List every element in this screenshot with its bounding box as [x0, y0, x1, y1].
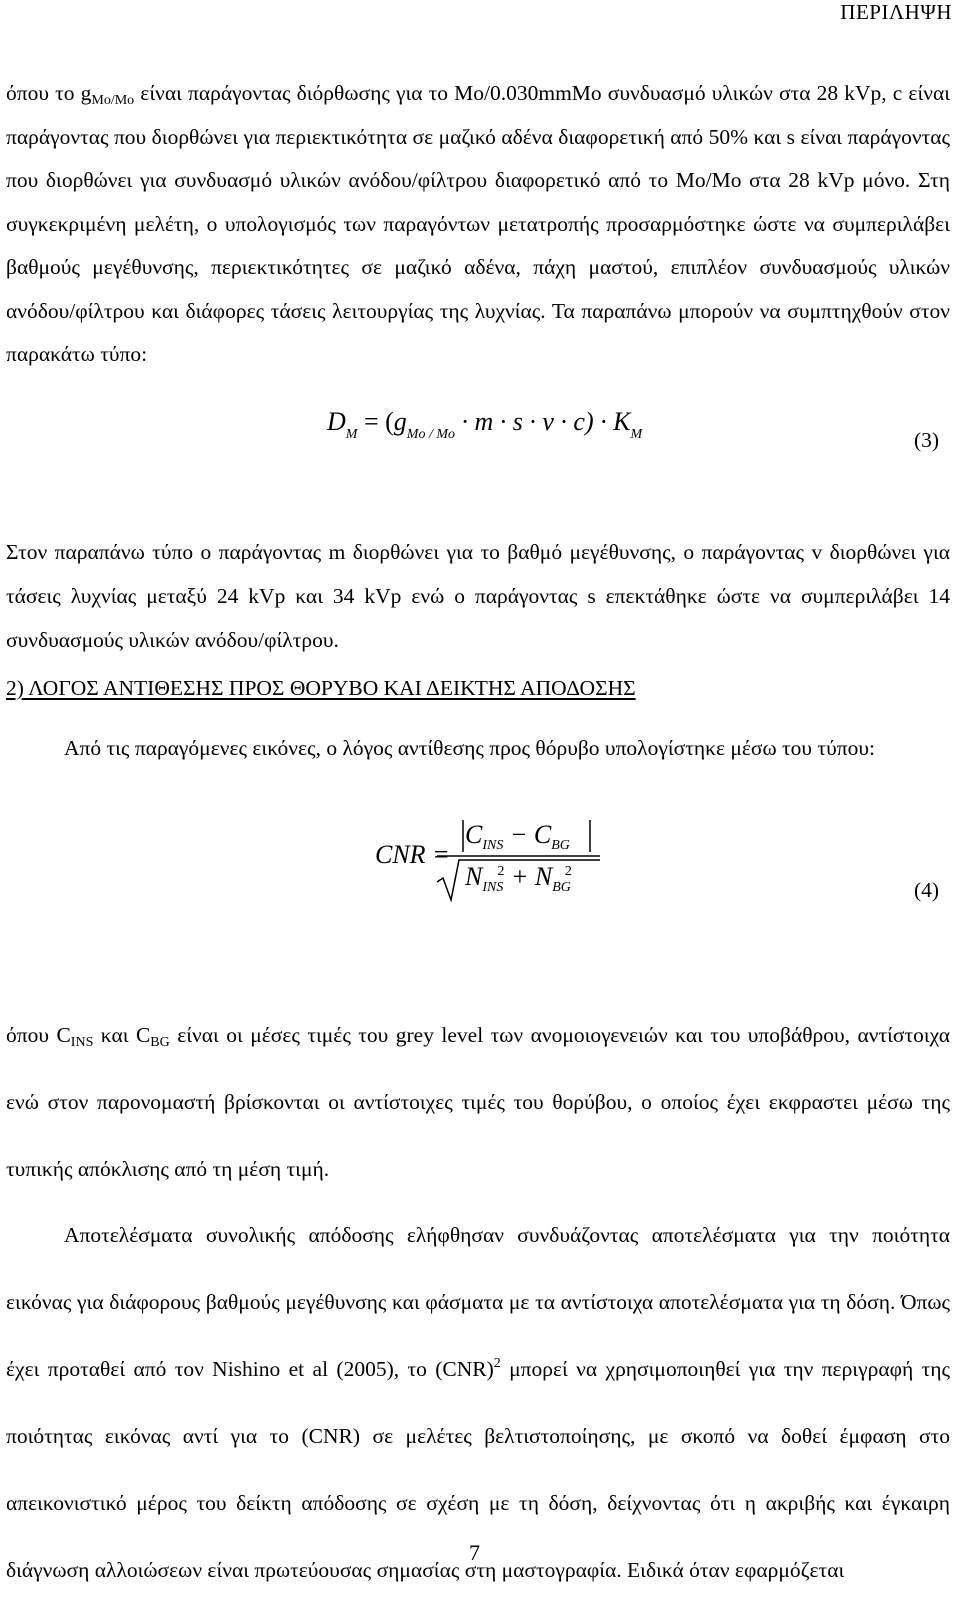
text-span: είναι οι μέσες τιμές του grey level των ανομοιογενειών και του υποβάθρου, αντίστοιχα ενώ στον παρονομαστή βρίσκονται οι αντίστοιχες τιμές του θορύβου, ο οποίος έχει εκφραστει μέσω της τυπικής απόκλισης από τη μέση τιμή. [6, 1023, 950, 1181]
math-subscript: INS [482, 838, 504, 853]
text-span: Αποτελέσματα συνολικής απόδοσης ελήφθησαν συνδυάζοντας αποτελέσματα για την ποιότητα εικόνας για διάφορους βαθμούς μεγέθυνσης και φάσματα με τα αντίστοιχα αποτελέσματα για τη δόση. Όπως έχει προταθεί από τον Nishino et al (2005), το (CNR) [6, 1223, 950, 1381]
math-subscript: INS [482, 880, 504, 895]
math-symbol: D [327, 407, 346, 436]
math-symbol: N [465, 862, 483, 891]
math-symbol: C [465, 820, 483, 849]
equation-number-4: (4) [914, 878, 940, 902]
fraction-graphics [375, 812, 635, 902]
subscript: Mo/Mo [91, 93, 135, 108]
math-subscript: Mo / Mo [406, 427, 455, 442]
math-subscript: M [345, 427, 358, 442]
paragraph-correction-factors [6, 72, 950, 377]
superscript: 2 [493, 1356, 501, 1371]
subscript: BG [150, 1035, 170, 1050]
running-header: ΠΕΡΙΛΗΨΗ [840, 0, 952, 24]
math-subscript: M [630, 427, 643, 442]
text-span: είναι παράγοντας διόρθωσης για το Mo/0.030mmMo συνδυασμό υλικών στα 28 kVp, c είναι παράγοντας που διορθώνει για περιεκτικότητα σε μαζικό αδένα διαφορετική από 50% και s είναι παράγοντας που διορθώνει για συνδυασμό υλικών ανόδου/φίλτρου διαφορετικό από το Mo/Mo στα 28 kVp μόνο. Στη συγκεκριμένη μελέτη, ο υπολογισμός των παραγόντων μετατροπής προσαρμόστηκε ώστε να συμπεριλάβει βαθμούς μεγέθυνσης, περιεκτικότητες σε μαζικό αδένα, πάχη μαστού, επιπλέον συνδυασμούς υλικών ανόδου/φίλτρου και διάφορες τάσεις λειτουργίας της λυχνίας. Τα παραπάνω μπορούν να συμπτηχθούν στον παρακάτω τύπο: [6, 81, 950, 366]
math-operator: − C [503, 820, 552, 849]
equation-3 [327, 407, 642, 443]
section-heading: 2) ΛΟΓΟΣ ΑΝΤΙΘΕΣΗΣ ΠΡΟΣ ΘΟΡΥΒΟ ΚΑΙ ΔΕΙΚΤΗΣ ΑΠΟΔΟΣΗΣ [6, 676, 636, 700]
math-lhs: CNR = [375, 840, 450, 869]
equation-number-3: (3) [914, 428, 940, 452]
text-span: μπορεί να χρησιμοποιηθεί για την περιγραφή της ποιότητας εικόνας αντί για το (CNR) σε μελέτες βελτιστοποίησης, με σκοπό να δοθεί έμφαση στο απεικονιστικό μέρος του δείκτη απόδοσης σε σχέση με τη δόση, δείχνοντας ότι η ακριβής και έγκαιρη διάγνωση αλλοιώσεων είναι πρωτεύουσας σημασίας στη μαστογραφία. Ειδικά όταν εφαρμόζεται [6, 1357, 950, 1582]
math-superscript: 2 [497, 864, 505, 879]
text-span: όπου C [6, 1023, 71, 1047]
math-symbol: g [393, 407, 407, 436]
text-span: και C [93, 1023, 151, 1047]
paragraph-factors-explained: Στον παραπάνω τύπο ο παράγοντας m διορθώνει για το βαθμό μεγέθυνσης, ο παράγοντας v διορθώνει για τάσεις λυχνίας μεταξύ 24 kVp και 34 kVp ενώ ο παράγοντας s επεκτάθηκε ώστε να συμπεριλάβει 14 συνδυασμούς υλικών ανόδου/φίλτρου. [6, 540, 950, 652]
math-operator: = ( [357, 407, 394, 436]
math-subscript: BG [551, 838, 570, 853]
math-terms: · m · s · v · c) · K [455, 407, 631, 436]
sqrt-sign [437, 860, 600, 900]
math-operator: + N [504, 862, 553, 891]
text-span: όπου το g [6, 81, 92, 105]
subscript: INS [70, 1035, 94, 1050]
page-number: 7 [469, 1540, 480, 1565]
equation-4 [375, 812, 635, 902]
paragraph-cnr-intro: Από τις παραγόμενες εικόνες, ο λόγος αντίθεσης προς θόρυβο υπολογίστηκε μέσω του τύπου: [64, 736, 875, 760]
paragraph-cnr-definitions [6, 1002, 950, 1203]
math-superscript: 2 [564, 864, 572, 879]
math-subscript: BG [552, 880, 571, 895]
